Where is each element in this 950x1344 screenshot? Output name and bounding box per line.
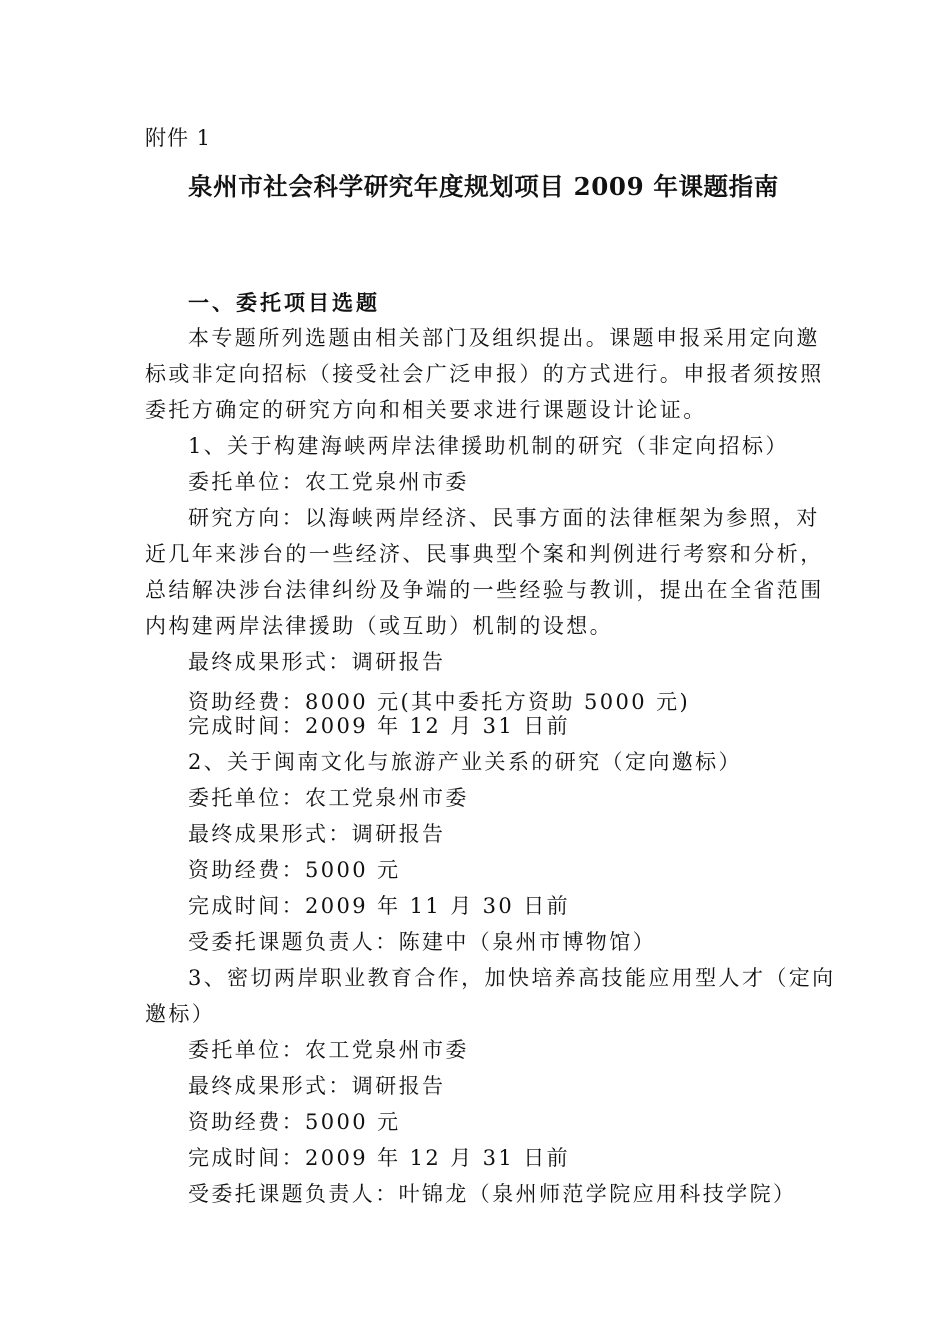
document-title: 泉州市社会科学研究年度规划项目 2009 年课题指南	[188, 172, 779, 201]
intro-line-1: 本专题所列选题由相关部门及组织提出。课题申报采用定向邀	[188, 326, 820, 350]
intro-line-3: 委托方确定的研究方向和相关要求进行课题设计论证。	[145, 398, 707, 422]
item1-unit: 委托单位：农工党泉州市委	[188, 470, 469, 494]
item3-deadline: 完成时间：2009 年 12 月 31 日前	[188, 1146, 571, 1170]
item1-deadline: 完成时间：2009 年 12 月 31 日前	[188, 714, 571, 738]
intro-line-2: 标或非定向招标（接受社会广泛申报）的方式进行。申报者须按照	[145, 362, 824, 386]
item1-funding: 资助经费：8000 元(其中委托方资助 5000 元)	[188, 690, 691, 714]
item1-direction-line-4: 内构建两岸法律援助（或互助）机制的设想。	[145, 614, 613, 638]
item3-title-line-1: 3、密切两岸职业教育合作，加快培养高技能应用型人才（定向	[188, 966, 836, 990]
item2-title: 2、关于闽南文化与旅游产业关系的研究（定向邀标）	[188, 750, 742, 774]
attachment-label: 附件 1	[145, 126, 212, 150]
item1-title: 1、关于构建海峡两岸法律援助机制的研究（非定向招标）	[188, 434, 789, 458]
item3-leader: 受委托课题负责人：叶锦龙（泉州师范学院应用科技学院）	[188, 1182, 797, 1206]
item2-result: 最终成果形式：调研报告	[188, 822, 446, 846]
section-heading-1: 一、委托项目选题	[188, 290, 380, 315]
item3-funding: 资助经费：5000 元	[188, 1110, 401, 1134]
item3-unit: 委托单位：农工党泉州市委	[188, 1038, 469, 1062]
item2-leader: 受委托课题负责人：陈建中（泉州市博物馆）	[188, 930, 656, 954]
item3-title-line-2: 邀标）	[145, 1002, 216, 1026]
item1-direction-line-1: 研究方向：以海峡两岸经济、民事方面的法律框架为参照，对	[188, 506, 820, 530]
item1-result: 最终成果形式：调研报告	[188, 650, 446, 674]
item2-deadline: 完成时间：2009 年 11 月 30 日前	[188, 894, 571, 918]
item2-funding: 资助经费：5000 元	[188, 858, 401, 882]
item1-direction-line-2: 近几年来涉台的一些经济、民事典型个案和判例进行考察和分析，	[145, 542, 824, 566]
item2-unit: 委托单位：农工党泉州市委	[188, 786, 469, 810]
item1-direction-line-3: 总结解决涉台法律纠纷及争端的一些经验与教训，提出在全省范围	[145, 578, 824, 602]
item3-result: 最终成果形式：调研报告	[188, 1074, 446, 1098]
